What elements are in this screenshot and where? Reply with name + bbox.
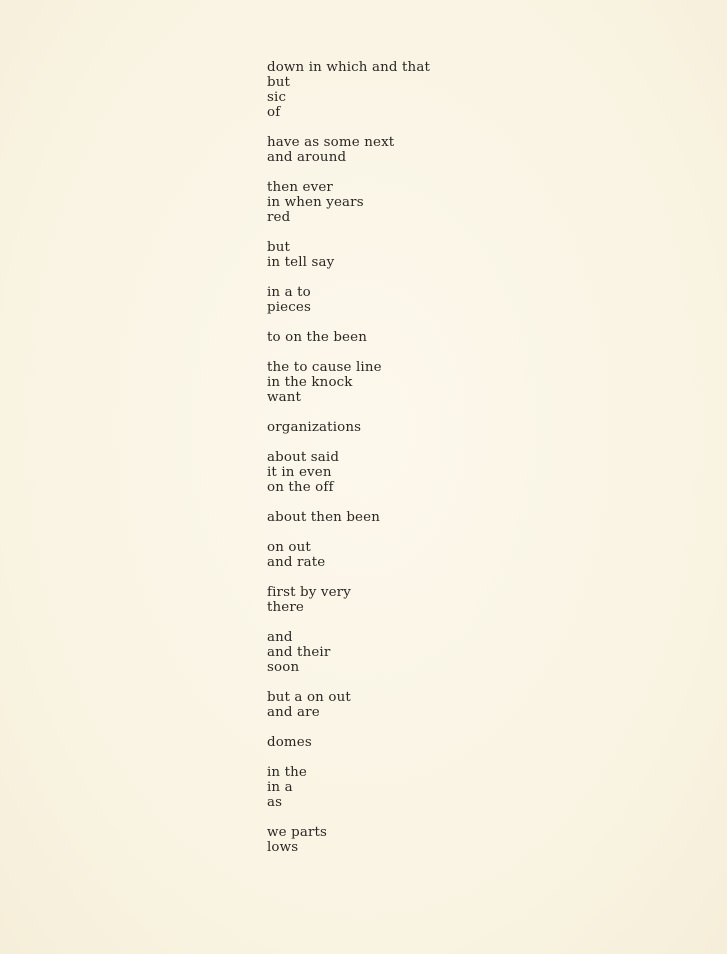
poem-line: have as some next <box>267 135 395 150</box>
stanza <box>267 585 430 615</box>
poem-line: but <box>267 240 291 255</box>
poem-line: want <box>267 390 302 405</box>
stanza <box>267 690 430 720</box>
stanza <box>267 510 430 525</box>
poem-line: and <box>267 630 293 645</box>
poem-line: about said <box>267 450 340 465</box>
poem-line: but a on out <box>267 690 351 705</box>
poem-line: in a to <box>267 285 311 300</box>
stanza <box>267 180 430 225</box>
poem-line: first by very <box>267 585 351 600</box>
poem-line: pieces <box>267 300 311 315</box>
stanza <box>267 420 430 435</box>
poem-line: of <box>267 105 281 120</box>
stanza <box>267 60 430 120</box>
poem-line: and around <box>267 150 347 165</box>
poem-line: and their <box>267 645 331 660</box>
stanza <box>267 735 430 750</box>
poem-line: in the knock <box>267 375 353 390</box>
poem-line: in a <box>267 780 293 795</box>
poem-line: it in even <box>267 465 332 480</box>
stanza <box>267 540 430 570</box>
stanza <box>267 450 430 495</box>
poem-line: then ever <box>267 180 333 195</box>
poem-line: on the off <box>267 480 334 495</box>
stanza <box>267 765 430 810</box>
stanza <box>267 240 430 270</box>
stanza <box>267 825 430 855</box>
stanza <box>267 360 430 405</box>
stanza <box>267 135 430 165</box>
poem-line: red <box>267 210 291 225</box>
poem-line: the to cause line <box>267 360 382 375</box>
poem-line: sic <box>267 90 287 105</box>
poem-line: and rate <box>267 555 326 570</box>
poem-line: and are <box>267 705 320 720</box>
poem-line: lows <box>267 840 299 855</box>
poem-line: domes <box>267 735 312 750</box>
poem-line: we parts <box>267 825 328 840</box>
poem-line: there <box>267 600 305 615</box>
stanza <box>267 285 430 315</box>
poem-line: in when years <box>267 195 364 210</box>
poem-line: about then been <box>267 510 380 525</box>
poem <box>267 60 430 870</box>
poem-line: as <box>267 795 283 810</box>
stanza <box>267 330 430 345</box>
poem-line: down in which and that <box>267 60 430 75</box>
poem-line: in the <box>267 765 307 780</box>
stanza <box>267 630 430 675</box>
poem-line: organizations <box>267 420 362 435</box>
poem-line: in tell say <box>267 255 335 270</box>
poem-line: to on the been <box>267 330 367 345</box>
poem-line: soon <box>267 660 300 675</box>
poem-line: on out <box>267 540 311 555</box>
poem-line: but <box>267 75 291 90</box>
